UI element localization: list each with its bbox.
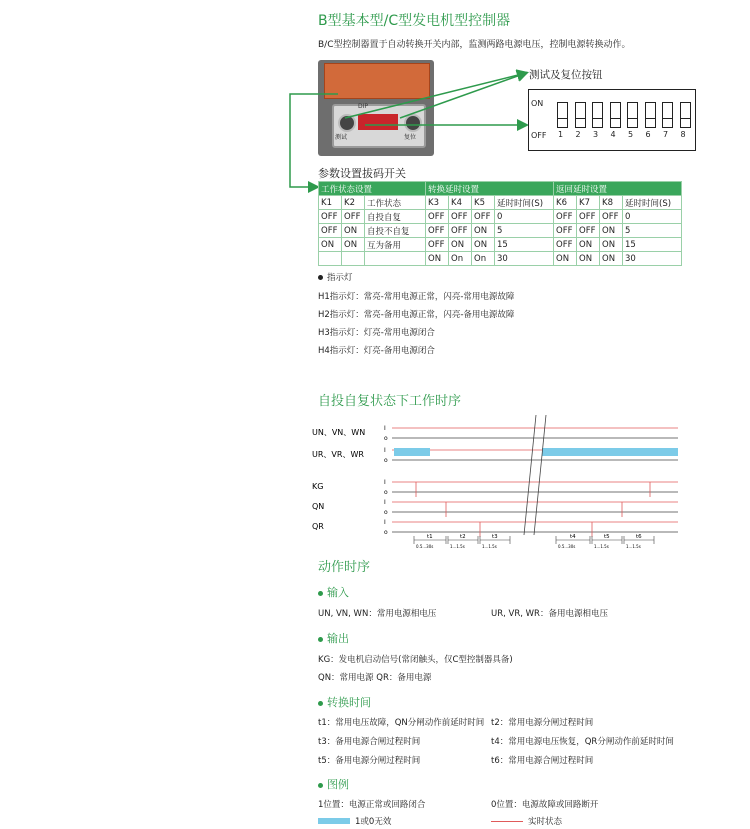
signal-label: QN bbox=[312, 502, 325, 511]
table-cell: OFF bbox=[577, 224, 600, 238]
dip-number: 5 bbox=[628, 130, 634, 139]
col-header: K4 bbox=[449, 196, 472, 210]
table-cell: OFF bbox=[554, 238, 577, 252]
dip-knob bbox=[558, 118, 567, 127]
signal-label: UR、VR、WR bbox=[312, 450, 364, 459]
table-cell: ON bbox=[449, 238, 472, 252]
table-cell: 5 bbox=[495, 224, 554, 238]
input-left: UN, VN, WN：常用电源相电压 bbox=[318, 609, 437, 619]
level-one-label: I bbox=[384, 499, 386, 506]
dip-number: 7 bbox=[663, 130, 669, 139]
dip-on-label: ON bbox=[531, 99, 544, 108]
dip-switch-diagram bbox=[528, 89, 696, 151]
input-title: 输入 bbox=[327, 586, 349, 599]
indicator-title bbox=[318, 271, 353, 283]
table-cell: OFF bbox=[426, 210, 449, 224]
legend-red-text: 实时状态 bbox=[528, 817, 563, 827]
col-header: 工作状态 bbox=[365, 196, 426, 210]
table-cell: On bbox=[449, 252, 472, 266]
table-cell: ON bbox=[554, 252, 577, 266]
table-cell bbox=[319, 252, 342, 266]
col-header: K3 bbox=[426, 196, 449, 210]
legend-1: 1位置：电源正常或回路闭合 bbox=[318, 800, 426, 810]
table-cell: 互为备用 bbox=[365, 238, 426, 252]
test-label: 测试 bbox=[335, 134, 348, 141]
table-row bbox=[319, 224, 682, 238]
col-header: K8 bbox=[600, 196, 623, 210]
indicator-h1: H1指示灯：常亮-常用电源正常，闪亮-常用电源故障 bbox=[318, 292, 515, 302]
input-right: UR, VR, WR：备用电源相电压 bbox=[491, 609, 608, 619]
green-bullet-icon bbox=[318, 637, 323, 642]
group-transfer-delay: 转换延时设置 bbox=[426, 182, 554, 196]
table-cell: On bbox=[472, 252, 495, 266]
dip-slot bbox=[610, 102, 621, 128]
table-cell: ON bbox=[577, 252, 600, 266]
table-cell: OFF bbox=[319, 224, 342, 238]
break-line bbox=[534, 415, 546, 535]
table-cell: ON bbox=[600, 252, 623, 266]
dip-knob bbox=[593, 118, 602, 127]
level-zero-label: o bbox=[384, 435, 388, 442]
legend-blue-text: 1或0无效 bbox=[355, 817, 392, 827]
invalid-band bbox=[394, 448, 430, 456]
dip-slot bbox=[645, 102, 656, 128]
dip-slot bbox=[592, 102, 603, 128]
output-line2: QN：常用电源 QR：备用电源 bbox=[318, 673, 432, 683]
period-range: 1...1.5s bbox=[594, 544, 609, 549]
reset-label: 复位 bbox=[404, 134, 417, 141]
period-label: t1 bbox=[427, 534, 433, 540]
period-label: t6 bbox=[636, 534, 642, 540]
dip-number: 1 bbox=[558, 130, 564, 139]
dip-label: DIP bbox=[358, 103, 369, 110]
level-one-label: I bbox=[384, 425, 386, 432]
t4-text: t4：常用电源电压恢复，QR分闸动作前延时时间 bbox=[491, 737, 674, 747]
green-bullet-icon bbox=[318, 783, 323, 788]
t5-text: t5：备用电源分闸过程时间 bbox=[318, 756, 421, 766]
table-cell: ON bbox=[342, 224, 365, 238]
table-cell: OFF bbox=[342, 210, 365, 224]
level-zero-label: o bbox=[384, 457, 388, 464]
dip-slot bbox=[662, 102, 673, 128]
green-bullet-icon bbox=[318, 591, 323, 596]
action-title: 动作时序 bbox=[318, 560, 371, 575]
indicator-h4: H4指示灯：灯亮-备用电源闭合 bbox=[318, 346, 435, 356]
switch-heading bbox=[318, 694, 371, 710]
table-cell: ON bbox=[600, 238, 623, 252]
dip-number: 2 bbox=[575, 130, 581, 139]
break-line bbox=[524, 415, 536, 535]
table-cell: OFF bbox=[554, 224, 577, 238]
table-cell: ON bbox=[472, 224, 495, 238]
table-cell: 0 bbox=[495, 210, 554, 224]
period-range: 1...1.5s bbox=[626, 544, 641, 549]
dip-number: 8 bbox=[680, 130, 686, 139]
period-label: t3 bbox=[492, 534, 498, 540]
dip-slot bbox=[557, 102, 568, 128]
t2-text: t2：常用电源分闸过程时间 bbox=[491, 718, 594, 728]
legend-0: 0位置：电源故障或回路断开 bbox=[491, 800, 599, 810]
table-cell: OFF bbox=[426, 238, 449, 252]
table-cell: 30 bbox=[495, 252, 554, 266]
signal-label: QR bbox=[312, 522, 324, 531]
dip-knob bbox=[663, 118, 672, 127]
table-cell: 0 bbox=[623, 210, 682, 224]
dip-slot bbox=[627, 102, 638, 128]
table-row bbox=[319, 252, 682, 266]
table-cell: OFF bbox=[449, 224, 472, 238]
table-row bbox=[319, 238, 682, 252]
table-cell: ON bbox=[472, 238, 495, 252]
params-title: 参数设置拔码开关 bbox=[318, 167, 406, 180]
legend-blue-swatch bbox=[318, 818, 350, 824]
page-title: B型基本型/C型发电机型控制器 bbox=[318, 13, 511, 29]
dip-number: 3 bbox=[593, 130, 599, 139]
input-heading bbox=[318, 584, 349, 600]
table-cell: 5 bbox=[623, 224, 682, 238]
table-cell: OFF bbox=[426, 224, 449, 238]
legend-red-line bbox=[491, 821, 523, 822]
dip-knob bbox=[628, 118, 637, 127]
table-cell: 自投自复 bbox=[365, 210, 426, 224]
table-cell: OFF bbox=[600, 210, 623, 224]
period-range: 0.5...30s bbox=[416, 544, 434, 549]
col-header: 延时时间(S) bbox=[495, 196, 554, 210]
legend-heading bbox=[318, 776, 349, 792]
table-cell: 15 bbox=[495, 238, 554, 252]
dip-slot bbox=[680, 102, 691, 128]
col-header: K7 bbox=[577, 196, 600, 210]
period-label: t2 bbox=[460, 534, 466, 540]
table-row bbox=[319, 210, 682, 224]
level-zero-label: o bbox=[384, 489, 388, 496]
table-cell: OFF bbox=[319, 210, 342, 224]
bullet-icon bbox=[318, 275, 323, 280]
timing-title: 自投自复状态下工作时序 bbox=[318, 394, 462, 409]
dip-knob bbox=[646, 118, 655, 127]
table-cell: ON bbox=[426, 252, 449, 266]
intro-text: B/C型控制器置于自动转换开关内部，监测两路电源电压，控制电源转换动作。 bbox=[318, 40, 631, 50]
output-title: 输出 bbox=[327, 632, 349, 645]
dip-knob bbox=[611, 118, 620, 127]
group-return-delay: 返回延时设置 bbox=[554, 182, 682, 196]
col-header: K2 bbox=[342, 196, 365, 210]
indicator-h2: H2指示灯：常亮-备用电源正常，闪亮-备用电源故障 bbox=[318, 310, 515, 320]
switch-title: 转换时间 bbox=[327, 696, 371, 709]
t3-text: t3：备用电源合闸过程时间 bbox=[318, 737, 421, 747]
indicator-title-text: 指示灯 bbox=[327, 273, 353, 283]
table-cell: ON bbox=[577, 238, 600, 252]
col-header: 延时时间(S) bbox=[623, 196, 682, 210]
table-cell: OFF bbox=[577, 210, 600, 224]
period-label: t4 bbox=[570, 534, 576, 540]
table-cell: ON bbox=[600, 224, 623, 238]
period-label: t5 bbox=[604, 534, 610, 540]
dip-number: 4 bbox=[610, 130, 616, 139]
dip-slot bbox=[575, 102, 586, 128]
table-cell: OFF bbox=[472, 210, 495, 224]
table-cell: OFF bbox=[449, 210, 472, 224]
level-one-label: I bbox=[384, 479, 386, 486]
group-work-state: 工作状态设置 bbox=[319, 182, 426, 196]
col-header: K1 bbox=[319, 196, 342, 210]
table-cell: OFF bbox=[554, 210, 577, 224]
col-header: K5 bbox=[472, 196, 495, 210]
table-cell: ON bbox=[319, 238, 342, 252]
signal-label: KG bbox=[312, 482, 324, 491]
table-cell: ON bbox=[342, 238, 365, 252]
test-reset-label: 测试及复位按钮 bbox=[529, 69, 603, 81]
level-one-label: I bbox=[384, 519, 386, 526]
indicator-h3: H3指示灯：灯亮-常用电源闭合 bbox=[318, 328, 435, 338]
table-cell bbox=[365, 252, 426, 266]
level-zero-label: o bbox=[384, 529, 388, 536]
legend-title: 图例 bbox=[327, 778, 349, 791]
output-heading bbox=[318, 630, 349, 646]
table-cell: 15 bbox=[623, 238, 682, 252]
level-zero-label: o bbox=[384, 509, 388, 516]
signal-label: UN、VN、WN bbox=[312, 428, 366, 437]
timing-diagram bbox=[310, 410, 690, 550]
params-table bbox=[318, 181, 682, 266]
output-line1: KG：发电机启动信号(常闭触头，仅C型控制器具备) bbox=[318, 655, 513, 665]
table-cell bbox=[342, 252, 365, 266]
period-range: 0.5...30s bbox=[558, 544, 576, 549]
dip-number: 6 bbox=[645, 130, 651, 139]
period-range: 1...1.5s bbox=[450, 544, 465, 549]
col-header: K6 bbox=[554, 196, 577, 210]
table-cell: 30 bbox=[623, 252, 682, 266]
t6-text: t6：常用电源合闸过程时间 bbox=[491, 756, 594, 766]
level-one-label: I bbox=[384, 447, 386, 454]
dip-knob bbox=[681, 118, 690, 127]
dip-off-label: OFF bbox=[531, 131, 547, 140]
t1-text: t1：常用电压故障，QN分闸动作前延时时间 bbox=[318, 718, 485, 728]
green-bullet-icon bbox=[318, 701, 323, 706]
period-range: 1...1.5s bbox=[482, 544, 497, 549]
invalid-band bbox=[542, 448, 678, 456]
table-cell: 自投不自复 bbox=[365, 224, 426, 238]
dip-knob bbox=[576, 118, 585, 127]
